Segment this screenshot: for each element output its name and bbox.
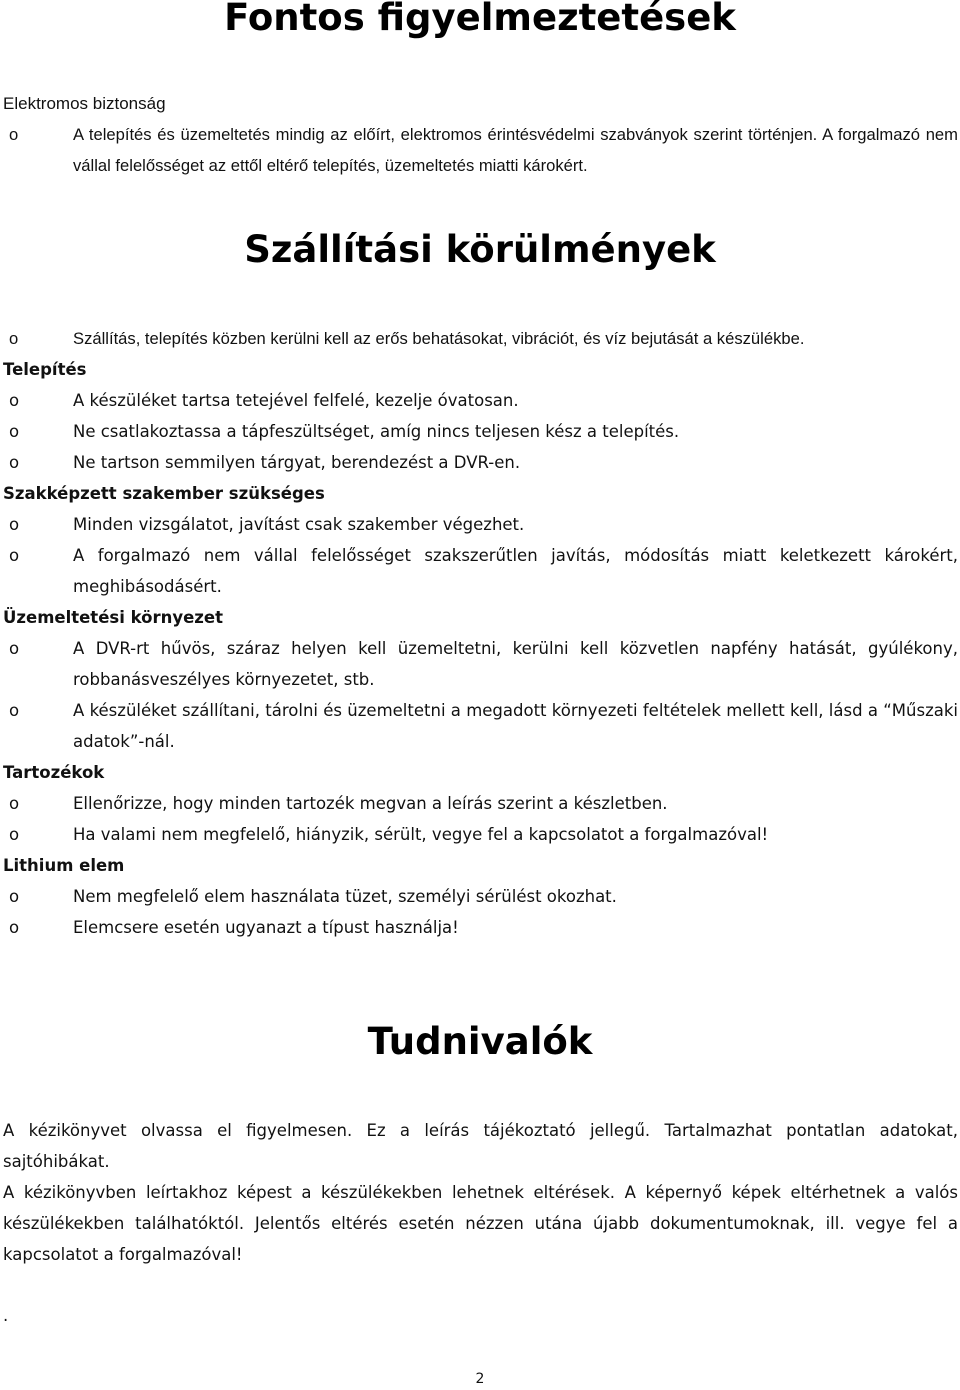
- list-item: [0, 119, 958, 181]
- list-item: [0, 416, 958, 447]
- list-item: [0, 447, 958, 478]
- bullet-icon: o: [9, 546, 20, 565]
- list-item: [0, 540, 958, 602]
- list-item-text: Ha valami nem megfelelő, hiányzik, sérült, vegye fel a kapcsolatot a forgalmazóval!: [73, 825, 769, 844]
- notes-paragraph: A kézikönyvet olvassa el figyelmesen. Ez a leírás tájékoztató jellegű. Tartalmazhat pontatlan adatokat, sajtóhibákat.: [3, 1121, 958, 1171]
- list-item: [0, 633, 958, 695]
- list-item-text: Ne tartson semmilyen tárgyat, berendezést a DVR-en.: [73, 453, 521, 472]
- page-title: Fontos figyelmeztetések: [224, 0, 736, 39]
- section-heading-installation: Telepítés: [3, 360, 87, 379]
- bullet-icon: o: [9, 887, 20, 906]
- list-item-text: Szállítás, telepítés közben kerülni kell az erős behatásokat, vibrációt, és víz bejutását a készülékbe.: [73, 329, 805, 348]
- list-item: [0, 912, 958, 943]
- list-item-text: A forgalmazó nem vállal felelősséget szakszerűtlen javítás, módosítás miatt keletkezett károkért, meghibásodásért.: [73, 546, 958, 596]
- list-item-text: Minden vizsgálatot, javítást csak szakember végezhet.: [73, 515, 525, 534]
- section-heading-electrical: Elektromos biztonság: [3, 94, 166, 113]
- section-title-shipping: Szállítási körülmények: [244, 228, 716, 271]
- list-item-text: Ne csatlakoztassa a tápfeszültséget, amíg nincs teljesen kész a telepítés.: [73, 422, 680, 441]
- section-heading-expert: Szakképzett szakember szükséges: [3, 484, 325, 503]
- list-item-text: A készüléket tartsa tetejével felfelé, kezelje óvatosan.: [73, 391, 519, 410]
- notes-paragraph: A kézikönyvben leírtakhoz képest a készülékekben lehetnek eltérések. A képernyő képek eltérhetnek a valós készülékekben találhatóktól. Jelentős eltérés esetén nézzen utána újabb dokumentumoknak, ill. vegye fel a kapcsolatot a forgalmazóval!: [3, 1183, 958, 1264]
- list-item-text: Elemcsere esetén ugyanazt a típust használja!: [73, 918, 459, 937]
- bullet-icon: o: [9, 329, 19, 348]
- section-title-notes: Tudnivalók: [367, 1020, 593, 1063]
- list-item-text: Ellenőrizze, hogy minden tartozék megvan a leírás szerint a készletben.: [73, 794, 668, 813]
- list-item-text: A készüléket szállítani, tárolni és üzemeltetni a megadott környezeti feltételek mellett kell, lásd a “Műszaki adatok”-nál.: [73, 701, 958, 751]
- bullet-icon: o: [9, 918, 20, 937]
- section-heading-accessories: Tartozékok: [3, 763, 105, 782]
- bullet-icon: o: [9, 825, 20, 844]
- list-item-text: Nem megfelelő elem használata tüzet, személyi sérülést okozhat.: [73, 887, 617, 906]
- list-item: [0, 509, 958, 540]
- bullet-icon: o: [9, 125, 19, 144]
- list-item: [0, 881, 958, 912]
- bullet-icon: o: [9, 701, 20, 720]
- bullet-icon: o: [9, 639, 20, 658]
- list-item: [0, 819, 958, 850]
- bullet-icon: o: [9, 515, 20, 534]
- bullet-icon: o: [9, 422, 20, 441]
- list-item: [0, 788, 958, 819]
- list-item: [0, 385, 958, 416]
- list-item: [0, 323, 958, 354]
- list-item-text: A telepítés és üzemeltetés mindig az előírt, elektromos érintésvédelmi szabványok szerint történjen. A forgalmazó nem vállal felelősséget az ettől eltérő telepítés, üzemeltetés miatti károkért.: [73, 125, 958, 175]
- trailing-dot: .: [3, 1306, 9, 1325]
- bullet-icon: o: [9, 453, 20, 472]
- bullet-icon: o: [9, 391, 20, 410]
- section-heading-environment: Üzemeltetési környezet: [3, 608, 223, 627]
- list-item: [0, 695, 958, 757]
- bullet-icon: o: [9, 794, 20, 813]
- page-number: 2: [475, 1371, 485, 1387]
- list-item-text: A DVR-rt hűvös, száraz helyen kell üzemeltetni, kerülni kell közvetlen napfény hatását, gyúlékony, robbanásveszélyes környezetet, stb.: [73, 639, 958, 689]
- section-heading-battery: Lithium elem: [3, 856, 125, 875]
